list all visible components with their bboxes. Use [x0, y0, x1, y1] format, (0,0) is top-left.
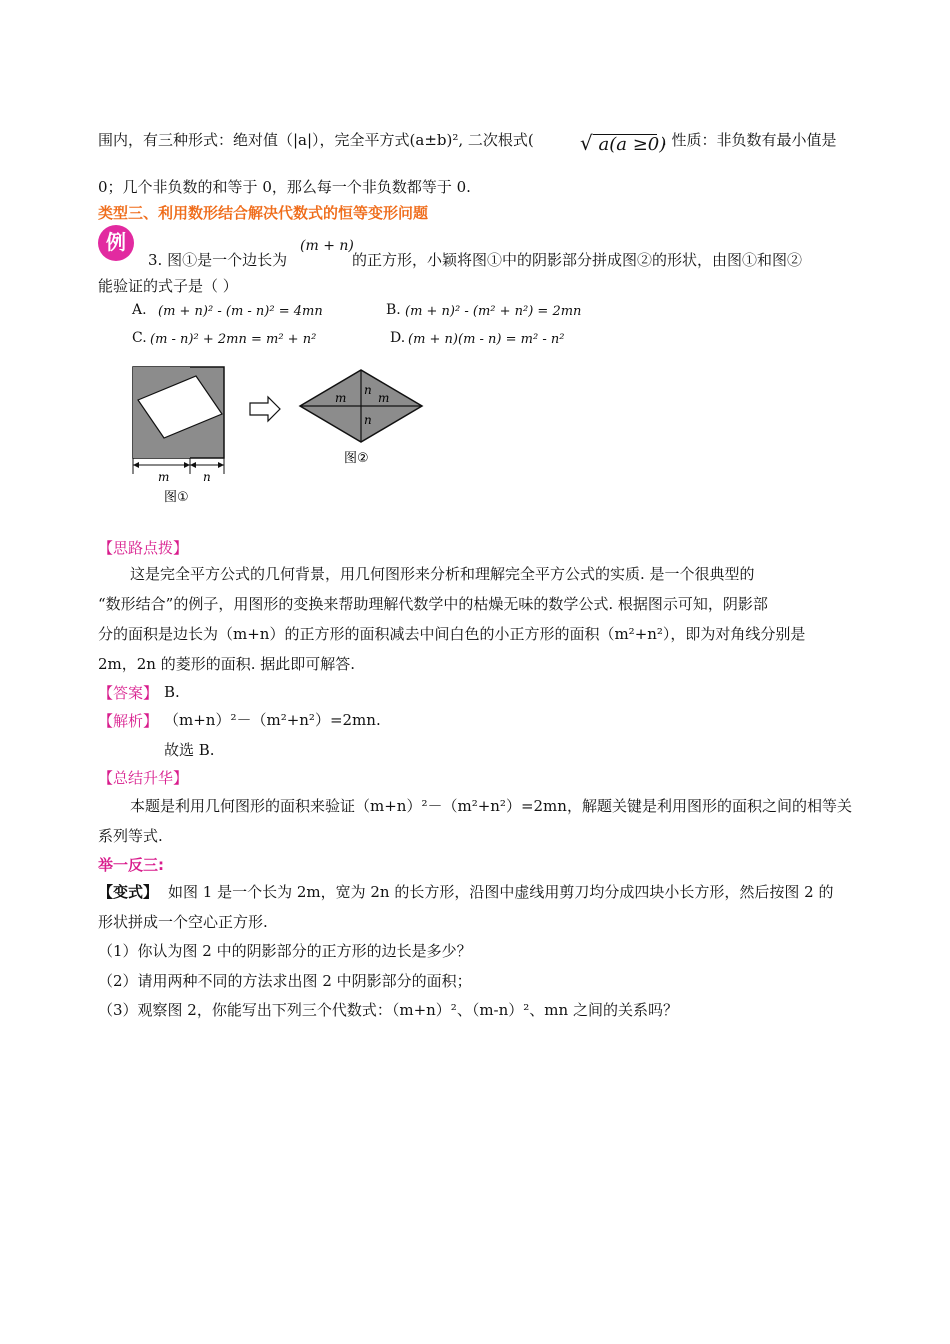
hint-para-4: 2m，2n 的菱形的面积. 据此即可解答. [98, 655, 356, 673]
sqrt-body: a(a ≥0) [598, 134, 667, 155]
section-title: 类型三、利用数形结合解决代数式的恒等变形问题 [98, 204, 429, 222]
option-a: (m + n)² - (m - n)² = 4mn [158, 304, 323, 319]
fig1-label-n: n [203, 470, 211, 484]
radical-sign-icon: √ [580, 131, 593, 155]
fig2-label-n-top: n [364, 383, 372, 397]
answer-text: B. [164, 683, 180, 701]
option-b: (m + n)² - (m² + n²) = 2mn [405, 304, 582, 319]
summary-para-2: 系列等式. [98, 827, 163, 845]
question-prefix: 3. 图①是一个边长为 [148, 251, 288, 269]
example-badge-icon: 例 [98, 225, 134, 261]
fig1-caption: 图① [164, 490, 189, 505]
radical-bar [593, 134, 657, 135]
hint-para-2: “数形结合”的例子，用图形的变换来帮助理解代数学中的枯燥无味的数学公式. 根据图示可知，阴影部 [98, 595, 768, 613]
question-expression: (m + n) [300, 238, 354, 254]
fig1-label-m: m [158, 470, 170, 484]
intro-line-1b: . 性质：非负数有最小值是 [662, 131, 837, 149]
practice-title: 举一反三: [98, 856, 164, 874]
practice-label: 【变式】 [98, 883, 159, 901]
practice-question-3: （3）观察图 2，你能写出下列三个代数式：（m+n）²、（m-n）²、mn 之间的关系吗？ [98, 1001, 678, 1019]
fig2-caption: 图② [344, 451, 369, 466]
option-c-label: C. [132, 330, 147, 346]
fig2-label-m-left: m [335, 391, 347, 405]
question-line-2: 能验证的式子是（ ） [98, 277, 238, 295]
hint-para-1: 这是完全平方公式的几何背景，用几何图形来分析和理解完全平方公式的实质. 是一个很典型的 [130, 565, 755, 583]
transform-arrow-icon [250, 397, 280, 421]
figure-diagram [128, 362, 428, 512]
analysis-text: （m+n）²－（m²+n²）=2mn. [164, 711, 381, 729]
intro-line-2: 0；几个非负数的和等于 0，那么每一个非负数都等于 0. [98, 178, 471, 196]
option-d-label: D. [390, 330, 406, 346]
summary-para-1: 本题是利用几何图形的面积来验证（m+n）²－（m²+n²）=2mn，解题关键是利用图形的面积之间的相等关 [130, 797, 852, 815]
option-a-label: A. [132, 302, 147, 318]
intro-line-1a: 围内，有三种形式：绝对值（|a|），完全平方式(a±b)², 二次根式( [98, 131, 534, 149]
question-suffix: 的正方形，小颖将图①中的阴影部分拼成图②的形状，由图①和图② [352, 251, 803, 269]
answer-title: 【答案】 [98, 684, 159, 702]
practice-para-1: 如图 1 是一个长为 2m，宽为 2n 的长方形，沿图中虚线用剪刀均分成四块小长方形，然后按图 2 的 [168, 883, 834, 901]
hint-para-3: 分的面积是边长为（m+n）的正方形的面积减去中间白色的小正方形的面积（m²+n²），即为对角线分别是 [98, 625, 806, 643]
summary-title: 【总结升华】 [98, 769, 189, 787]
option-c: (m - n)² + 2mn = m² + n² [150, 332, 317, 347]
fig2-label-m-right: m [378, 391, 390, 405]
sqrt-expression [580, 131, 666, 155]
practice-question-2: （2）请用两种不同的方法求出图 2 中阴影部分的面积； [98, 972, 472, 990]
fig2-label-n-bottom: n [364, 413, 372, 427]
analysis-conclusion: 故选 B. [164, 741, 215, 759]
practice-para-2: 形状拼成一个空心正方形. [98, 913, 268, 931]
option-b-label: B. [386, 302, 401, 318]
hint-title: 【思路点拨】 [98, 539, 189, 557]
option-d: (m + n)(m - n) = m² - n² [408, 332, 565, 347]
analysis-title: 【解析】 [98, 712, 159, 730]
practice-question-1: （1）你认为图 2 中的阴影部分的正方形的边长是多少？ [98, 942, 472, 960]
